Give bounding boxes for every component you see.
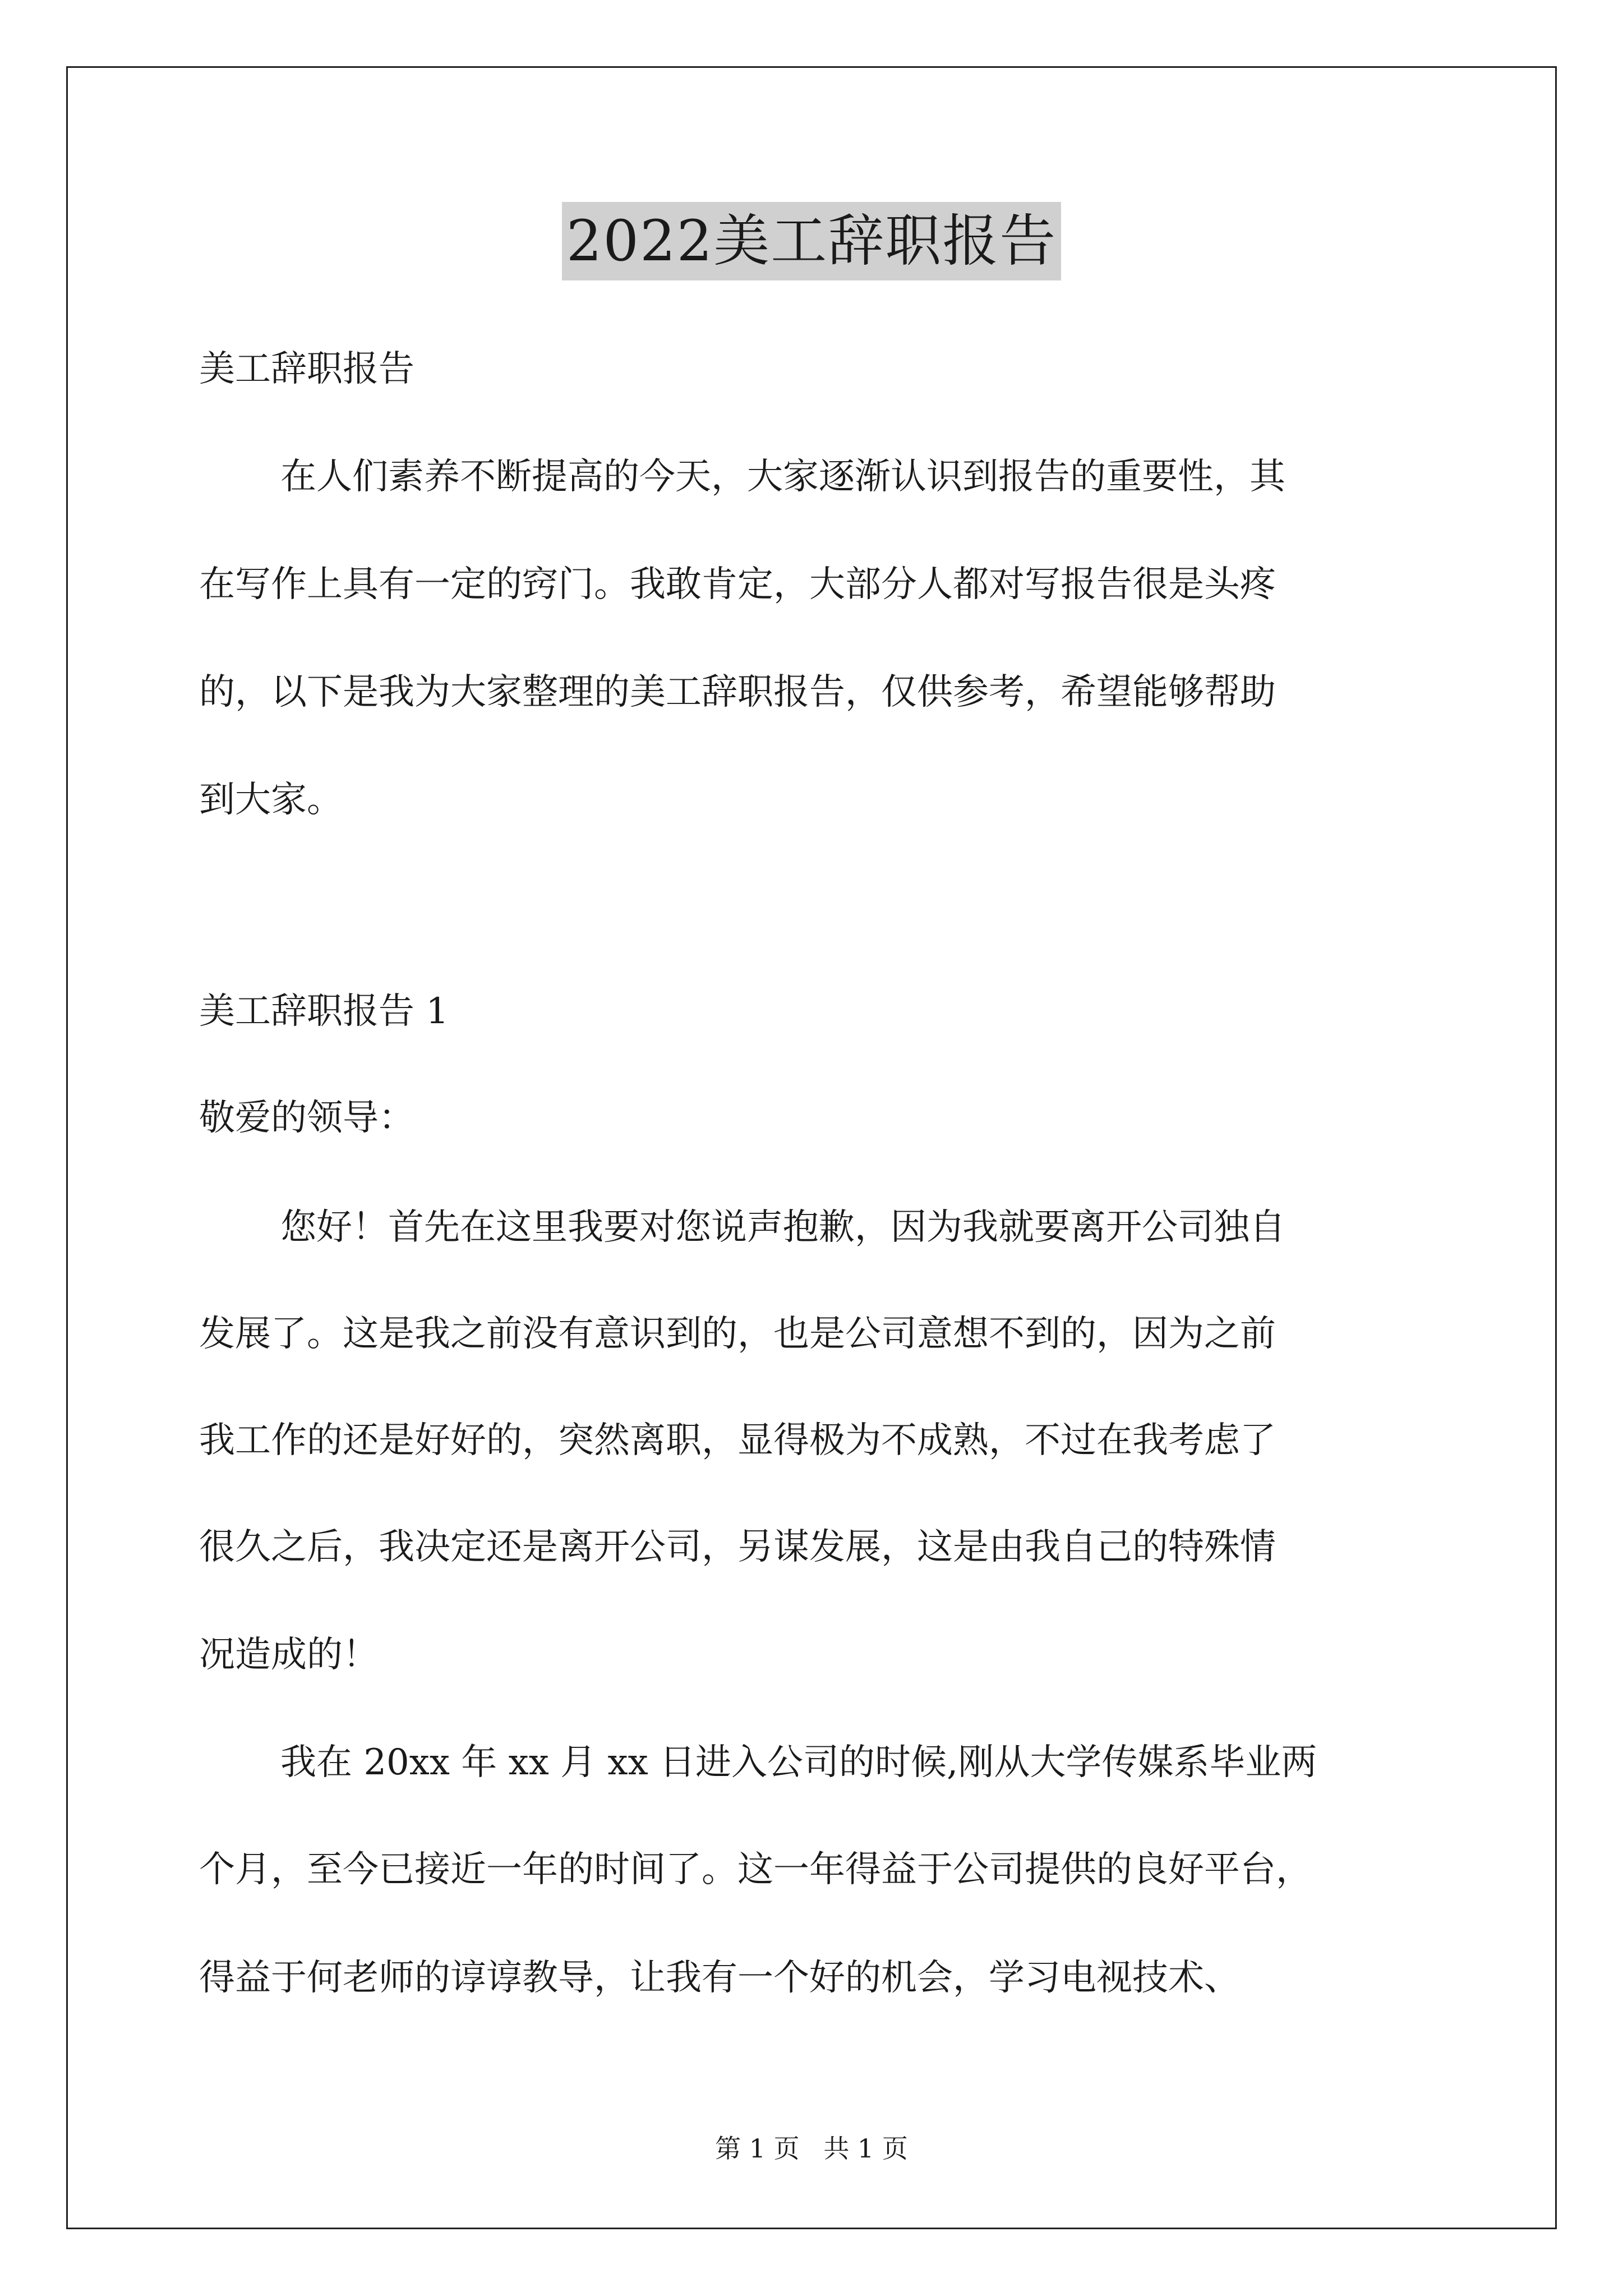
para1-line: 很久之后，我决定还是离开公司，另谋发展，这是由我自己的特殊情 bbox=[199, 1526, 1276, 1568]
para1-line: 发展了。这是我之前没有意识到的，也是公司意想不到的，因为之前 bbox=[199, 1313, 1276, 1355]
page-total: 共 1 页 bbox=[823, 2133, 908, 2164]
intro-line: 到大家。 bbox=[199, 779, 343, 821]
page-border bbox=[66, 66, 1557, 2229]
title-container bbox=[0, 202, 1623, 280]
intro-line: 在写作上具有一定的窍门。我敢肯定，大部分人都对写报告很是头疼 bbox=[199, 564, 1276, 605]
para1-line: 您好！首先在这里我要对您说声抱歉，因为我就要离开公司独自 bbox=[280, 1207, 1285, 1248]
para2-line: 个月，至今已接近一年的时间了。这一年得益于公司提供的良好平台， bbox=[199, 1849, 1312, 1890]
para2-line: 得益于何老师的谆谆教导，让我有一个好的机会，学习电视技术、 bbox=[199, 1957, 1240, 1999]
salutation: 敬爱的领导： bbox=[199, 1097, 414, 1139]
document-title: 2022美工辞职报告 bbox=[562, 202, 1062, 280]
heading-top: 美工辞职报告 bbox=[199, 348, 414, 390]
page-footer bbox=[0, 2132, 1623, 2165]
intro-line: 在人们素养不断提高的今天，大家逐渐认识到报告的重要性，其 bbox=[280, 456, 1285, 498]
para1-line: 况造成的！ bbox=[199, 1634, 379, 1676]
section-heading: 美工辞职报告 1 bbox=[199, 991, 449, 1032]
intro-line: 的，以下是我为大家整理的美工辞职报告，仅供参考，希望能够帮助 bbox=[199, 671, 1276, 713]
para2-line: 我在 20xx 年 xx 月 xx 日进入公司的时候,刚从大学传媒系毕业两 bbox=[280, 1742, 1317, 1783]
page-number: 第 1 页 bbox=[715, 2133, 800, 2164]
para1-line: 我工作的还是好好的，突然离职，显得极为不成熟，不过在我考虑了 bbox=[199, 1420, 1276, 1461]
